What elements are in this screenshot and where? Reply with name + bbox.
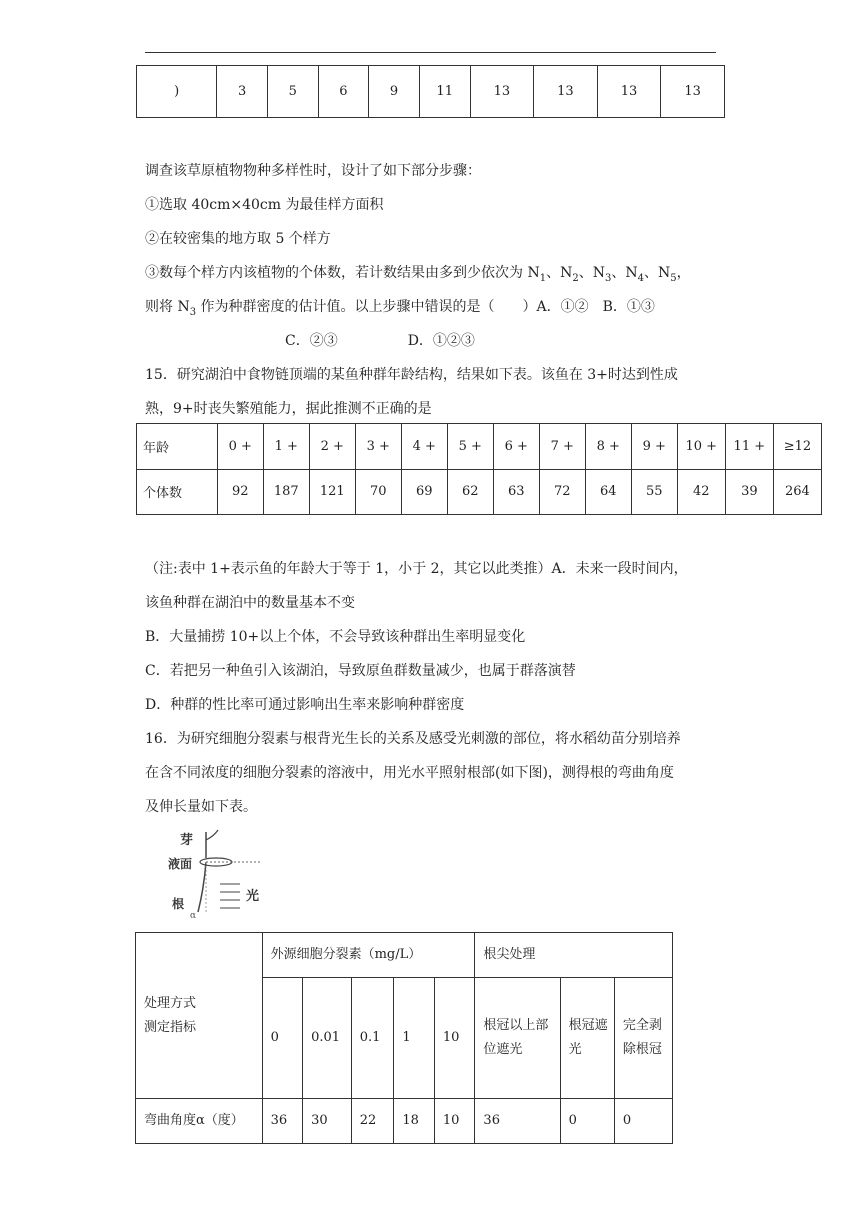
table-group-header: 根尖处理 xyxy=(475,933,673,978)
top-partial-table xyxy=(136,65,725,118)
table-cell: 11 xyxy=(419,66,470,118)
table-cell: 6 + xyxy=(493,424,539,470)
table-row xyxy=(137,469,822,515)
q15-line1: 15．研究湖泊中食物链顶端的某鱼种群年龄结构，结果如下表。该鱼在 3+时达到性成 xyxy=(145,367,678,383)
table-cell: 10 xyxy=(434,978,475,1099)
age-structure-table xyxy=(136,423,822,515)
table-cell: 36 xyxy=(475,1099,560,1144)
table-cell: 完全剥除根冠 xyxy=(614,978,672,1099)
q15-note-line1: （注:表中 1+表示鱼的年龄大于等于 1，小于 2，其它以此类推）A．未来一段时间内， xyxy=(145,561,688,577)
table-cell: 264 xyxy=(773,469,821,515)
table-header-cell: 年龄 xyxy=(137,424,218,470)
table-cell: 39 xyxy=(725,469,773,515)
seedling-light-figure xyxy=(168,828,264,920)
table-cell: 根冠遮光 xyxy=(560,978,614,1099)
q15-option-c: C．若把另一种鱼引入该湖泊，导致原鱼群数量减少，也属于群落演替 xyxy=(145,663,576,679)
table-cell: 7 + xyxy=(539,424,585,470)
table-cell: 62 xyxy=(447,469,493,515)
table-cell: 0.01 xyxy=(303,978,352,1099)
figure-label-bud: 芽 xyxy=(180,833,194,848)
table-cell: 13 xyxy=(534,66,598,118)
q16-line3: 及伸长量如下表。 xyxy=(145,799,257,815)
table-cell: 64 xyxy=(585,469,631,515)
table-cell: 55 xyxy=(631,469,677,515)
figure-label-root: 根 xyxy=(172,897,185,911)
table-cell: 0 xyxy=(560,1099,614,1144)
table-cell: 5 xyxy=(267,66,318,118)
table-cell: 0.1 xyxy=(351,978,394,1099)
table-cell: 70 xyxy=(355,469,401,515)
table-cell: 0 xyxy=(262,978,303,1099)
q15-line2: 熟，9+时丧失繁殖能力，据此推测不正确的是 xyxy=(145,401,432,417)
figure-label-alpha: α xyxy=(190,911,197,920)
header-treatment: 处理方式 xyxy=(144,995,197,1011)
table-cell: 11 + xyxy=(725,424,773,470)
table-cell: 187 xyxy=(263,469,309,515)
figure-label-liquid: 液面 xyxy=(168,857,193,871)
table-cell: 18 xyxy=(394,1099,435,1144)
q14-step3-cont: 则将 $N_3$ 作为种群密度的估计值。以上步骤中错误的是（ ）A．①② B．①③ xyxy=(145,299,655,318)
table-row xyxy=(136,1099,673,1144)
table-row xyxy=(136,933,673,978)
table-group-header: 外源细胞分裂素（mg/L） xyxy=(262,933,475,978)
q14-options: C．②③ D．①②③ xyxy=(285,333,475,349)
table-cell: 42 xyxy=(677,469,725,515)
table-header-cell: 弯曲角度α（度） xyxy=(136,1099,263,1144)
table-cell: 121 xyxy=(309,469,355,515)
table-cell: 9 xyxy=(369,66,420,118)
table-cell: 0 + xyxy=(217,424,263,470)
table-cell: 10 xyxy=(434,1099,475,1144)
table-cell: 3 + xyxy=(355,424,401,470)
q15-option-d: D．种群的性比率可通过影响出生率来影响种群密度 xyxy=(145,697,465,713)
cytokinin-table xyxy=(135,932,673,1144)
q15-note-line2: 该鱼种群在湖泊中的数量基本不变 xyxy=(145,595,355,611)
table-header-cell: 个体数 xyxy=(137,469,218,515)
table-cell: ) xyxy=(137,66,217,118)
table-cell: 22 xyxy=(351,1099,394,1144)
table-cell: 1 + xyxy=(263,424,309,470)
table-cell: 6 xyxy=(318,66,369,118)
table-cell: 4 + xyxy=(401,424,447,470)
table-cell: ≥12 xyxy=(773,424,821,470)
figure-label-light: 光 xyxy=(246,889,260,904)
table-cell: 3 xyxy=(217,66,268,118)
header-rule xyxy=(145,52,716,53)
q14-step1: ①选取 40cm×40cm 为最佳样方面积 xyxy=(145,197,384,213)
q16-line1: 16．为研究细胞分裂素与根背光生长的关系及感受光刺激的部位，将水稻幼苗分别培养 xyxy=(145,731,681,747)
q16-line2: 在含不同浓度的细胞分裂素的溶液中，用光水平照射根部(如下图)，测得根的弯曲角度 xyxy=(145,765,674,781)
table-cell: 92 xyxy=(217,469,263,515)
table-cell: 9 + xyxy=(631,424,677,470)
table-cell: 69 xyxy=(401,469,447,515)
table-cell: 5 + xyxy=(447,424,493,470)
table-cell: 13 xyxy=(470,66,534,118)
table-cell: 0 xyxy=(614,1099,672,1144)
table-cell: 8 + xyxy=(585,424,631,470)
q14-step3: ③数每个样方内该植物的个体数，若计数结果由多到少依次为 $N_1$、$N_2$、$N_3$、$N_4$、$N_5$， xyxy=(145,265,691,284)
table-cell: 13 xyxy=(597,66,661,118)
table-row xyxy=(137,424,822,470)
table-cell: 根冠以上部位遮光 xyxy=(475,978,560,1099)
table-header-cell xyxy=(136,933,263,1099)
table-cell: 30 xyxy=(303,1099,352,1144)
table-cell: 1 xyxy=(394,978,435,1099)
q14-step2: ②在较密集的地方取 5 个样方 xyxy=(145,231,331,247)
table-cell: 10 + xyxy=(677,424,725,470)
table-cell: 13 xyxy=(661,66,725,118)
table-row xyxy=(137,66,725,118)
table-cell: 2 + xyxy=(309,424,355,470)
q14-intro: 调查该草原植物物种多样性时，设计了如下部分步骤： xyxy=(145,163,481,179)
header-measurement: 测定指标 xyxy=(144,1019,197,1035)
q15-option-b: B．大量捕捞 10+以上个体，不会导致该种群出生率明显变化 xyxy=(145,629,526,645)
table-cell: 72 xyxy=(539,469,585,515)
table-cell: 36 xyxy=(262,1099,303,1144)
table-cell: 63 xyxy=(493,469,539,515)
